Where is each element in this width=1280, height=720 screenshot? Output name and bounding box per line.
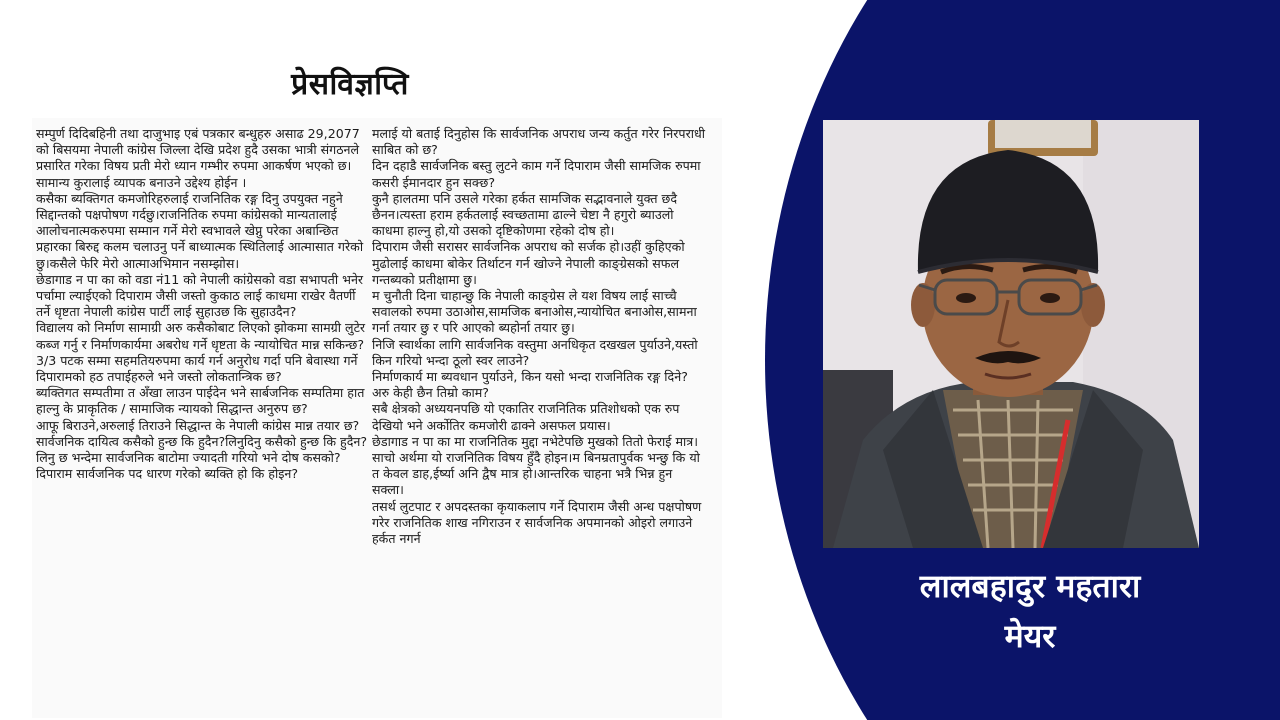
paragraph: छेडागाड न पा का को वडा नं11 को नेपाली कांग्रेसको वडा सभापती भनेर पर्चामा ल्याईएको दिपाराम जैसी जस्तो कुकाठ लाई काधमा राखेर वैतर्णी तर्ने धृष्टता नेपाली कांग्रेस पार्टी लाई सुहाउछ कि सुहाउदैन? [36, 271, 364, 320]
paragraph: छेडागाड न पा का मा राजनितिक मुद्दा नभेटेपछि मुखको तितो फेराई मात्र। [372, 433, 698, 449]
paragraph: सामान्य कुरालाई व्यापक बनाउने उद्देश्य होईन । [36, 174, 247, 190]
paragraph: आफू बिराउने,अरुलाई तिराउने सिद्धान्त के नेपाली कांग्रेस मान्न तयार छ? [36, 417, 360, 433]
press-release-heading: प्रेसविज्ञप्ति [291, 67, 409, 102]
paragraph: दिपाराम जैसी सरासर सार्वजनिक अपराध को सर्जक हो।उहीं कुहिएको मुढोलाई काधमा बोकेर तिर्थाटन गर्न खोज्ने नेपाली काङ्ग्रेसको सफल गन्तब्यको प्रतीक्षामा छु। [372, 239, 685, 287]
paragraph: कुनै हालतमा पनि उसले गरेका हर्कत सामजिक सद्भावनाले युक्त छदै छैनन।त्यस्ता हराम हर्कतलाई स्वच्छतामा ढाल्ने चेष्टा नै हगुरो ब्याउलो काधमा हाल्नु हो,यो उसको दृष्टिकोणमा रहेको दोष हो। [372, 190, 678, 239]
newspaper-clipping [32, 118, 722, 718]
paragraph: सम्पुर्ण दिदिबहिनी तथा दाजुभाइ एबं पत्रकार बन्धुहरु असाढ 29,2077 को बिसयमा नेपाली कांग्रेस जिल्ला देखि प्रदेश हुदै उसका भात्री संगठनले प्रसारित गरेका विषय प्रती मेरो ध्यान गम्भीर रुपमा आकर्षण भएको छ। [36, 126, 360, 174]
paragraph: दिन दहाडै सार्वजनिक बस्तु लुटने काम गर्ने दिपाराम जैसी सामजिक रुपमा कसरी ईमानदार हुन सक्छ? [372, 158, 701, 190]
paragraph: निर्माणकार्य मा ब्यवधान पुर्याउने, किन यसो भन्दा राजनितिक रङ्ग दिने? अरु केही छैन तिम्रो काम? [372, 369, 688, 401]
paragraph: निजि स्वार्थका लागि सार्वजनिक वस्तुमा अनधिकृत दखखल पुर्याउने,यस्तो किन गरियो भन्दा ठूलो स्वर लाउने? [372, 336, 698, 368]
paragraph: तसर्थ लुटपाट र अपदस्तका कृयाकलाप गर्ने दिपाराम जैसी अन्ध पक्षपोषण गरेर राजनितिक शाख नगिराउन र सार्वजनिक अपमानको ओइरो लगाउने हर्कत नगर्न [372, 498, 702, 547]
paragraph: 3/3 पटक सम्मा सहमतियरुपमा कार्य गर्न अनुरोध गर्दा पनि बेवास्था गर्ने दिपारामको हठ तपाईहरुले भने जस्तो लोकतान्त्रिक छ? [36, 352, 358, 385]
paragraph: म चुनौती दिना चाहान्छु कि नेपाली काङ्ग्रेस ले यश विषय लाई साच्चै सवालको रुपमा उठाओस,सामजिक बनाओस,न्यायोचित बनाओस,सामना गर्ना तयार छु र परि आएको ब्यहोर्ना तयार छु। [372, 288, 697, 336]
person-name: लालबहादुर महतारा [919, 567, 1141, 605]
right-text-column [372, 126, 707, 547]
paragraph: कसैका ब्यक्तिगत कमजोरिहरुलाई राजनितिक रङ्ग दिनु उपयुक्त नहुने सिद्दान्तको पक्षपोषण गर्दछु।राजनितिक रुपमा कांग्रेसको मान्यतालाई आलोचनात्मकरुपमा सम्मान गर्ने मेरो स्वभावले खेप्नु परेका अबान्छित प्रहारका बिरुद्द कलम चलाउनु पर्ने बाध्यात्मक स्थितिलाई आत्मासात गरेको छु।कसैले फेरि मेरो आत्माअभिमान नसम्झोस। [36, 190, 364, 271]
mayor-portrait-photo [823, 120, 1199, 548]
paragraph: साचो अर्थमा यो राजनितिक विषय हुँदै होइन।म बिनम्रतापुर्वक भन्छु कि यो त केवल डाह,ईर्ष्या अनि द्वैष मात्र हो।आन्तरिक चाहना भत्रै भिन्न हुन सक्ला। [372, 450, 700, 498]
person-designation: मेयर [1004, 617, 1056, 655]
paragraph: विद्यालय को निर्माण सामाग्री अरु कसैकोबाट लिएको झोकमा सामग्री लुटेर कब्ज गर्नु र निर्माणकार्यमा अबरोध गर्ने धृष्टता के न्यायोचित मान्न सकिन्छ? [36, 320, 366, 352]
paragraph: दिपाराम सार्वजनिक पद धारण गरेको ब्यक्ति हो कि होइन? [36, 466, 299, 482]
left-text-column [36, 126, 371, 482]
paragraph: मलाई यो बताई दिनुहोस कि सार्वजनिक अपराध जन्य कर्तुत गरेर निरपराधी साबित को छ? [372, 126, 705, 158]
paragraph: सार्वजनिक दायित्व कसैको हुन्छ कि हुदैन?लिनुदिनु कसैको हुन्छ कि हुदैन?लिनु छ भन्देमा सार्वजनिक बाटोमा ज्यादती गरियो भने दोष कसको? [36, 433, 368, 466]
paragraph: ब्यक्तिगत सम्पतीमा त अँखा लाउन पाईदेन भने सार्बजनिक सम्पतिमा हात हाल्नु के प्राकृतिक / सामाजिक न्यायको सिद्धान्त अनुरुप छ? [36, 385, 365, 417]
paragraph: सबै क्षेत्रको अध्ययनपछि यो एकातिर राजनितिक प्रतिशोधको एक रुप देखियो भने अर्कोतिर कमजोरी ढाक्ने असफल प्रयास। [372, 401, 680, 433]
portrait-illustration [823, 120, 1199, 548]
